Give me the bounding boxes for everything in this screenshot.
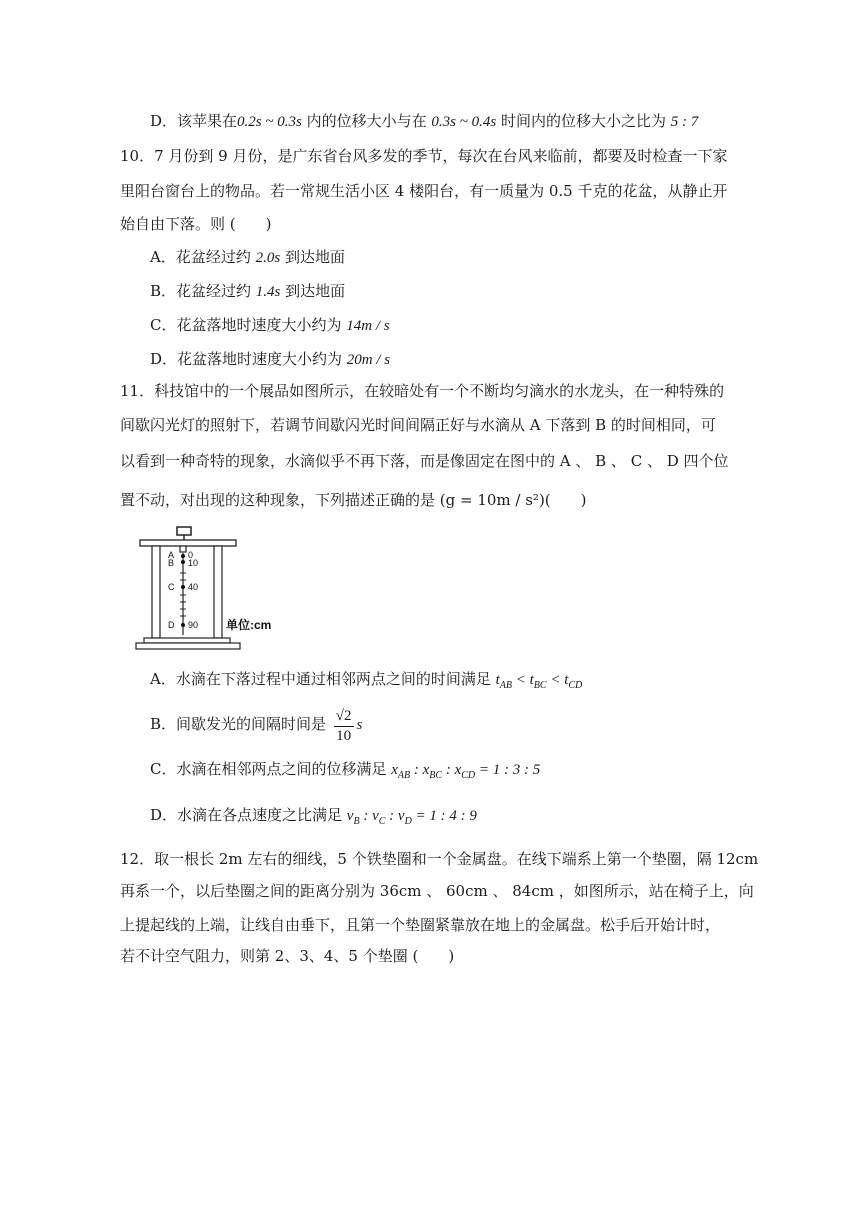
tick-10: 10 — [188, 558, 199, 568]
faucet-handle — [177, 527, 191, 535]
label-d: D — [168, 620, 175, 630]
label-b: B — [168, 558, 175, 568]
point-a — [181, 554, 185, 558]
base-top — [144, 638, 230, 643]
label-c: C — [168, 582, 175, 592]
q11-option-a: A．水滴在下落过程中通过相邻两点之间的时间满足 $t_{AB} < t_{BC} < t_{CD}$ — [150, 670, 583, 691]
q11-stem-line1: 11．科技馆中的一个展品如图所示，在较暗处有一个不断均匀滴水的水龙头，在一种特殊的 — [120, 382, 725, 400]
nozzle — [180, 546, 186, 552]
q11-stem-line2: 间歇闪光灯的照射下，若调节间歇闪光时间间隔正好与水滴从 A 下落到 B 的时间相同，可 — [120, 416, 716, 434]
q10-option-b: B．花盆经过约 1.4s 到达地面 — [150, 282, 346, 300]
q10-option-a: A．花盆经过约 2.0s 到达地面 — [150, 248, 345, 266]
q11-stem-line4: 置不动，对出现的这种现象，下列描述正确的是 (g = 10m / s²)( ) — [120, 491, 587, 509]
q12-stem-line1: 12．取一根长 2m 左右的细线，5 个铁垫圈和一个金属盘。在线下端系上第一个垫圈，隔 12cm — [120, 850, 759, 868]
label-a: A — [168, 550, 175, 560]
q12-stem-line3: 上提起线的上端，让线自由垂下，且第一个垫圈紧靠放在地上的金属盘。松手后开始计时， — [120, 916, 721, 934]
point-d — [181, 623, 185, 627]
tick-0: 0 — [188, 550, 194, 560]
q10-stem-line1: 10．7 月份到 9 月份，是广东省台风多发的季节，每次在台风来临前，都要及时检查一下家 — [120, 147, 728, 165]
q10-stem-line2: 里阳台窗台上的物品。若一常规生活小区 4 楼阳台，有一质量为 0.5 千克的花盆，从静止开 — [120, 182, 728, 200]
q10-option-d: D．花盆落地时速度大小约为 20m / s — [150, 350, 391, 368]
fraction: $\frac{√2}{10}$ — [335, 707, 352, 744]
tick-90: 90 — [188, 620, 199, 630]
top-bar — [140, 540, 236, 546]
q11-option-b: B．间歇发光的间隔时间是 $\frac{√2}{10}$ s — [150, 707, 363, 744]
base-bottom — [136, 643, 240, 649]
faucet-apparatus-figure — [130, 525, 280, 655]
unit-label: 单位:cm — [226, 618, 272, 632]
point-c — [181, 585, 185, 589]
left-pillar — [152, 546, 160, 638]
q10-stem-line3: 始自由下落。则 ( ) — [120, 215, 272, 233]
q11-stem-line3: 以看到一种奇特的现象，水滴似乎不再下落，而是像固定在图中的 A 、 B 、 C 、 D 四个位 — [120, 452, 729, 470]
q11-option-c: C．水滴在相邻两点之间的位移满足 $x_{AB}$ : $x_{BC}$ : $x_{CD} = 1$ : 3 : 5 — [150, 760, 541, 781]
q9-option-d: D．该苹果在0.2s ~ 0.3s 内的位移大小与在 0.3s ~ 0.4s 时间内的位移大小之比为 5 : 7 — [150, 112, 699, 130]
q12-stem-line2: 再系一个，以后垫圈之间的距离分别为 36cm 、 60cm 、 84cm ，如图所示，站在椅子上，向 — [120, 882, 754, 900]
q12-stem-line4: 若不计空气阻力，则第 2、3、4、5 个垫圈 ( ) — [120, 947, 455, 965]
right-pillar — [214, 546, 222, 638]
point-b — [181, 560, 185, 564]
tick-40: 40 — [188, 582, 199, 592]
q11-option-d: D．水滴在各点速度之比满足 $v_B$ : $v_C$ : $v_D = 1$ : 4 : 9 — [150, 806, 477, 827]
q10-option-c: C．花盆落地时速度大小约为 14m / s — [150, 316, 390, 334]
